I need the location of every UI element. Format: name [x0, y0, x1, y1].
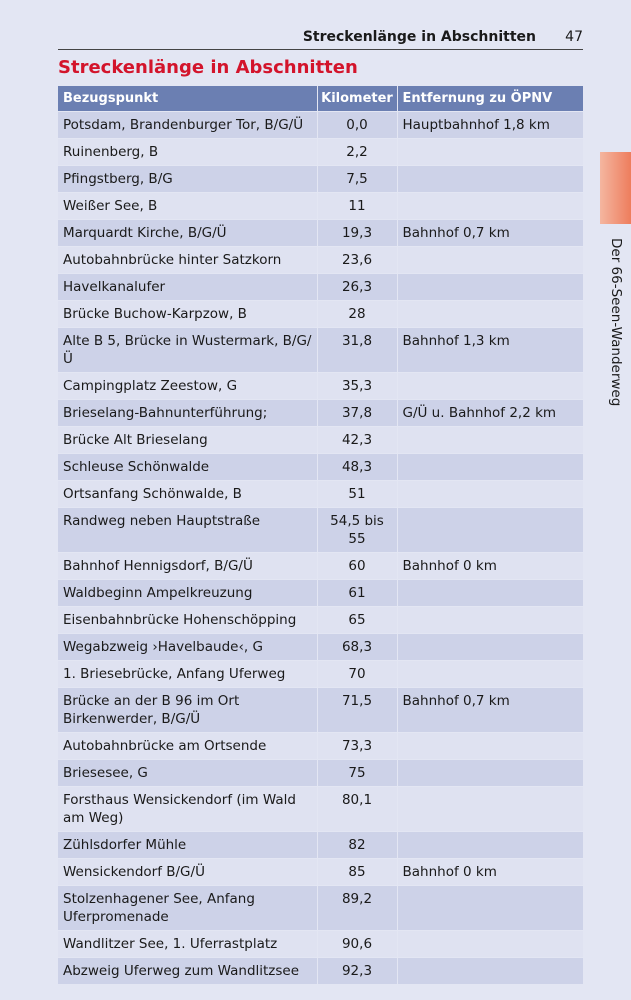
cell-kilometer: 73,3 [317, 733, 397, 760]
cell-kilometer: 70 [317, 661, 397, 688]
cell-reference-point: Forsthaus Wensickendorf (im Wald am Weg) [58, 787, 317, 832]
cell-transit-distance [397, 166, 583, 193]
table-row [58, 112, 583, 139]
cell-kilometer: 2,2 [317, 139, 397, 166]
cell-reference-point: Randweg neben Hauptstraße [58, 508, 317, 553]
cell-reference-point: Eisenbahnbrücke Hohenschöpping [58, 607, 317, 634]
table-row [58, 832, 583, 859]
cell-kilometer: 26,3 [317, 274, 397, 301]
table-row [58, 481, 583, 508]
cell-transit-distance: Bahnhof 0 km [397, 553, 583, 580]
cell-reference-point: Autobahnbrücke hinter Satzkorn [58, 247, 317, 274]
cell-kilometer: 71,5 [317, 688, 397, 733]
table-row [58, 427, 583, 454]
table-row [58, 580, 583, 607]
table-row [58, 760, 583, 787]
cell-transit-distance [397, 760, 583, 787]
cell-kilometer: 54,5 bis 55 [317, 508, 397, 553]
cell-transit-distance [397, 634, 583, 661]
cell-transit-distance [397, 193, 583, 220]
table-row [58, 274, 583, 301]
page-number: 47 [565, 29, 583, 45]
table-row [58, 634, 583, 661]
cell-reference-point: Abzweig Uferweg zum Wandlitzsee [58, 958, 317, 985]
cell-kilometer: 68,3 [317, 634, 397, 661]
running-title: Streckenlänge in Abschnitten [302, 29, 536, 45]
cell-reference-point: Weißer See, B [58, 193, 317, 220]
cell-reference-point: Potsdam, Brandenburger Tor, B/G/Ü [58, 112, 317, 139]
cell-transit-distance [397, 301, 583, 328]
table-row [58, 247, 583, 274]
table-row [58, 931, 583, 958]
table-body [58, 112, 583, 985]
cell-reference-point: Wegabzweig ›Havelbaude‹, G [58, 634, 317, 661]
table-row [58, 454, 583, 481]
table-row [58, 193, 583, 220]
cell-kilometer: 23,6 [317, 247, 397, 274]
cell-kilometer: 37,8 [317, 400, 397, 427]
cell-reference-point: Alte B 5, Brücke in Wustermark, B/G/Ü [58, 328, 317, 373]
cell-transit-distance [397, 787, 583, 832]
cell-kilometer: 42,3 [317, 427, 397, 454]
cell-reference-point: Zühlsdorfer Mühle [58, 832, 317, 859]
table-row [58, 220, 583, 247]
chapter-side-label: Der 66-Seen-Wanderweg [608, 238, 624, 407]
cell-kilometer: 75 [317, 760, 397, 787]
cell-transit-distance [397, 958, 583, 985]
cell-reference-point: Brücke Buchow-Karpzow, B [58, 301, 317, 328]
cell-transit-distance [397, 580, 583, 607]
running-head [58, 29, 583, 50]
table-row [58, 373, 583, 400]
table-row [58, 508, 583, 553]
cell-kilometer: 19,3 [317, 220, 397, 247]
cell-transit-distance: G/Ü u. Bahnhof 2,2 km [397, 400, 583, 427]
cell-transit-distance [397, 373, 583, 400]
table-row [58, 328, 583, 373]
cell-transit-distance: Bahnhof 0,7 km [397, 220, 583, 247]
cell-kilometer: 82 [317, 832, 397, 859]
table-row [58, 688, 583, 733]
column-header-kilometer: Kilometer [317, 86, 397, 112]
table-row [58, 607, 583, 634]
table-row [58, 886, 583, 931]
table-header-row [58, 86, 583, 112]
cell-kilometer: 51 [317, 481, 397, 508]
table-row [58, 787, 583, 832]
table-row [58, 166, 583, 193]
cell-reference-point: Autobahnbrücke am Ortsende [58, 733, 317, 760]
cell-transit-distance: Hauptbahnhof 1,8 km [397, 112, 583, 139]
cell-kilometer: 92,3 [317, 958, 397, 985]
cell-reference-point: Wandlitzer See, 1. Uferrastplatz [58, 931, 317, 958]
cell-reference-point: Waldbeginn Ampelkreuzung [58, 580, 317, 607]
table-row [58, 859, 583, 886]
cell-kilometer: 80,1 [317, 787, 397, 832]
cell-kilometer: 11 [317, 193, 397, 220]
cell-kilometer: 7,5 [317, 166, 397, 193]
cell-kilometer: 48,3 [317, 454, 397, 481]
column-header-transit-distance: Entfernung zu ÖPNV [397, 86, 583, 112]
cell-kilometer: 0,0 [317, 112, 397, 139]
cell-reference-point: Marquardt Kirche, B/G/Ü [58, 220, 317, 247]
table-row [58, 661, 583, 688]
cell-kilometer: 35,3 [317, 373, 397, 400]
cell-kilometer: 85 [317, 859, 397, 886]
cell-kilometer: 28 [317, 301, 397, 328]
cell-kilometer: 89,2 [317, 886, 397, 931]
cell-reference-point: Ortsanfang Schönwalde, B [58, 481, 317, 508]
table-row [58, 553, 583, 580]
cell-transit-distance: Bahnhof 0,7 km [397, 688, 583, 733]
cell-reference-point: Campingplatz Zeestow, G [58, 373, 317, 400]
cell-reference-point: Havelkanalufer [58, 274, 317, 301]
cell-reference-point: Briesesee, G [58, 760, 317, 787]
cell-transit-distance [397, 931, 583, 958]
cell-reference-point: Ruinenberg, B [58, 139, 317, 166]
table-row [58, 958, 583, 985]
distance-table [58, 86, 583, 984]
chapter-tab-marker [600, 152, 631, 224]
cell-reference-point: Stolzenhagener See, Anfang Uferpromenade [58, 886, 317, 931]
cell-kilometer: 90,6 [317, 931, 397, 958]
table-row [58, 733, 583, 760]
cell-transit-distance [397, 274, 583, 301]
cell-reference-point: Bahnhof Hennigsdorf, B/G/Ü [58, 553, 317, 580]
cell-transit-distance [397, 733, 583, 760]
cell-transit-distance [397, 427, 583, 454]
cell-transit-distance: Bahnhof 0 km [397, 859, 583, 886]
cell-transit-distance [397, 661, 583, 688]
cell-reference-point: Brieselang-Bahnunterführung; [58, 400, 317, 427]
cell-reference-point: Pfingstberg, B/G [58, 166, 317, 193]
table-row [58, 400, 583, 427]
cell-kilometer: 31,8 [317, 328, 397, 373]
cell-transit-distance [397, 886, 583, 931]
cell-kilometer: 61 [317, 580, 397, 607]
cell-transit-distance [397, 607, 583, 634]
cell-transit-distance: Bahnhof 1,3 km [397, 328, 583, 373]
cell-kilometer: 60 [317, 553, 397, 580]
cell-reference-point: 1. Briesebrücke, Anfang Uferweg [58, 661, 317, 688]
cell-reference-point: Wensickendorf B/G/Ü [58, 859, 317, 886]
column-header-reference-point: Bezugspunkt [58, 86, 317, 112]
section-title: Streckenlänge in Abschnitten [58, 57, 358, 78]
cell-transit-distance [397, 139, 583, 166]
cell-transit-distance [397, 247, 583, 274]
cell-reference-point: Brücke Alt Brieselang [58, 427, 317, 454]
cell-kilometer: 65 [317, 607, 397, 634]
table-row [58, 139, 583, 166]
cell-reference-point: Schleuse Schönwalde [58, 454, 317, 481]
cell-transit-distance [397, 481, 583, 508]
cell-reference-point: Brücke an der B 96 im Ort Birkenwerder, B/G/Ü [58, 688, 317, 733]
table-row [58, 301, 583, 328]
cell-transit-distance [397, 832, 583, 859]
cell-transit-distance [397, 454, 583, 481]
cell-transit-distance [397, 508, 583, 553]
